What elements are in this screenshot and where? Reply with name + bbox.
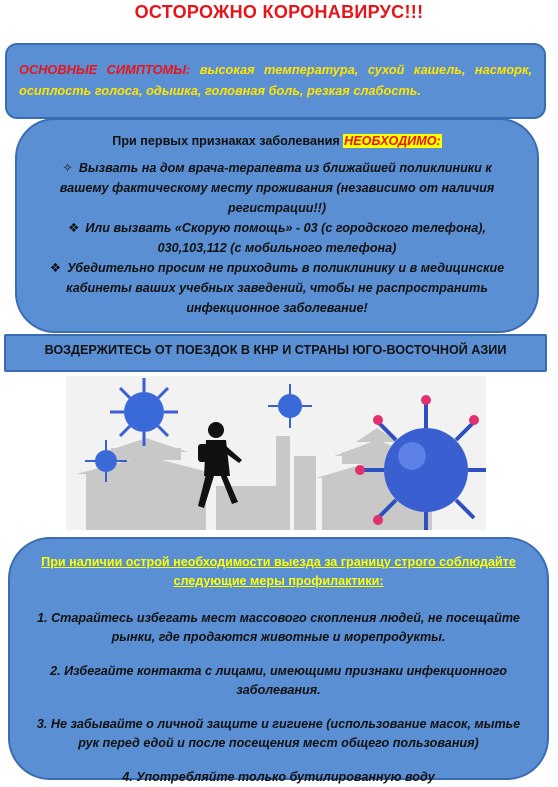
first-signs-heading [17,134,537,148]
prevention-rule-1: 1. Старайтесь избегать мест массового скопления людей, не посещайте рынки, где продаются животные и морепродукты. [37,611,520,644]
necessary-highlight: НЕОБХОДИМО: [344,134,441,148]
symptoms-panel [5,43,546,119]
prevention-rule-4: 4. Употребляйте только бутилированную воду [122,770,435,784]
first-signs-panel [15,118,539,333]
diamond-bullet-icon: ❖ [49,261,62,275]
prevention-rule-2: 2. Избегайте контакта с лицами, имеющими признаки инфекционного заболевания. [50,664,507,697]
action-text: Вызвать на дом врача-терапевта из ближайшей поликлиники к вашему фактическому месту проживания (независимо от наличия регистрации!!) [59,161,495,215]
prevention-panel [8,537,549,784]
travel-warning-banner: ВОЗДЕРЖИТЕСЬ ОТ ПОЕЗДОК В КНР И СТРАНЫ ЮГО-ВОСТОЧНОЙ АЗИИ [4,334,547,372]
page-title: ОСТОРОЖНО КОРОНАВИРУС!!! [134,2,424,22]
small-virus-icon-3 [268,384,312,428]
diamond-bullet-icon: ✧ [62,161,73,175]
action-text: Убедительно просим не приходить в поликлинику и в медицинские кабинеты ваших учебных заведений, чтобы не распространить инфекционное заболевание! [66,261,505,315]
coronavirus-city-walker-illustration [66,376,486,530]
symptoms-text: высокая температура, сухой кашель, насморк, осиплость голоса, одышка, головная боль, резкая слабость. [19,62,532,98]
action-item-call-ambulance [41,218,513,258]
action-text: Или вызвать «Скорую помощь» - 03 (с городского телефона), 030,103,112 (с мобильного телефона) [85,221,486,255]
prevention-rule-3: 3. Не забывайте о личной защите и гигиене (использование масок, мытье рук перед едой и после посещения мест общего пользования) [36,717,521,750]
small-virus-icon-1 [110,378,178,446]
prevention-heading: При наличии острой необходимости выезда за границу строго соблюдайте следующие меры профилактики: [41,555,516,588]
action-item-call-doctor [41,158,513,218]
first-signs-heading-text: При первых признаках заболевания [112,134,340,148]
symptoms-label: ОСНОВНЫЕ СИМПТОМЫ: [19,62,191,77]
action-item-stay-home [41,258,513,318]
diamond-bullet-icon: ❖ [68,221,80,235]
